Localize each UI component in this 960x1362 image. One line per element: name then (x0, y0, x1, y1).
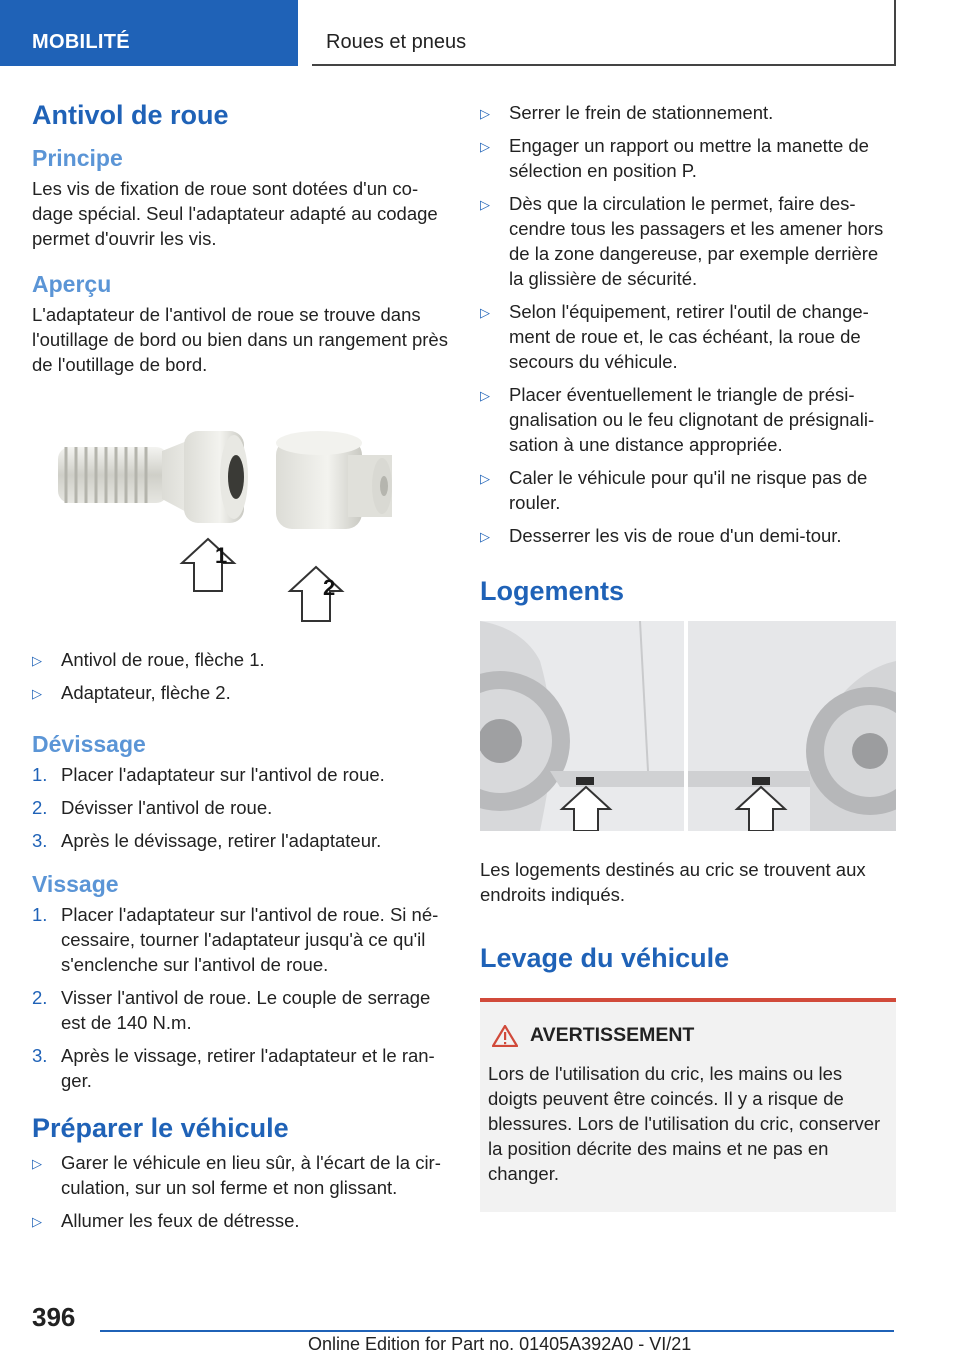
list-item: 2. Visser l'antivol de roue. Le couple de serrage est de 140 N.m. (32, 987, 431, 1033)
warning-title: AVERTISSEMENT (530, 1024, 695, 1046)
triangle-icon: ▷ (480, 106, 490, 121)
title-preparer: Préparer le véhicule (32, 1113, 289, 1143)
list-item: 1. Placer l'adaptateur sur l'antivol de roue. Si né- cessaire, tourner l'adaptateur jusqu'à ce qu'il s'enclenche sur l'antivol de roue. (32, 904, 439, 975)
preparation-steps (480, 100, 896, 548)
triangle-icon: ▷ (32, 653, 42, 668)
list-item: ▷ Placer éventuellement le triangle de prési- gnalisation ou le feu clignotant de présignali- sation à une distance appropriée. (480, 384, 875, 455)
text-logements: Les logements destinés au cric se trouvent aux endroits indiqués. (480, 859, 866, 905)
warning-header (492, 1024, 888, 1047)
triangle-icon: ▷ (480, 139, 490, 154)
figure-jack-points (480, 621, 896, 831)
bolt-thread (58, 447, 168, 503)
chapter-header (312, 0, 896, 66)
triangle-icon: ▷ (480, 388, 490, 403)
edition-info: Online Edition for Part no. 01405A392A0 - VI/21 (308, 1334, 692, 1354)
list-item: ▷ Antivol de roue, flèche 1. (32, 647, 448, 672)
list-item: 2. Dévisser l'antivol de roue. (32, 797, 273, 818)
triangle-icon: ▷ (32, 686, 42, 701)
preparer-list (32, 1150, 448, 1233)
section-label: MOBILITÉ (32, 31, 130, 53)
right-column (480, 100, 896, 1212)
list-item: ▷ Garer le véhicule en lieu sûr, à l'écart de la cir- culation, sur un sol ferme et non glissant. (32, 1152, 441, 1198)
warning-triangle-icon (492, 1025, 518, 1047)
warning-text: Lors de l'utilisation du cric, les mains ou les doigts peuvent être coincés. Il y a risque de blessures. Lors de l'utilisation du cric, conserver la position décrite des mains et ne pas en changer. (488, 1063, 881, 1184)
footer-divider (100, 1330, 894, 1332)
list-item: 3. Après le vissage, retirer l'adaptateur et le ran- ger. (32, 1045, 435, 1091)
chapter-label: Roues et pneus (326, 31, 467, 53)
list-item: ▷ Desserrer les vis de roue d'un demi-tour. (480, 523, 896, 548)
triangle-icon: ▷ (480, 305, 490, 320)
figure-wheel-lock (32, 395, 448, 635)
triangle-icon: ▷ (480, 197, 490, 212)
vissage-steps (32, 902, 448, 1093)
arrow-label-2: 2 (323, 575, 336, 600)
arrow-label-1: 1 (215, 543, 228, 568)
figure-legend (32, 647, 448, 705)
page-number: 396 (32, 1302, 76, 1332)
title-levage: Levage du véhicule (480, 943, 730, 973)
list-item: ▷ Selon l'équipement, retirer l'outil de change- ment de roue et, le cas échéant, la roue de secours du véhicule. (480, 301, 869, 372)
triangle-icon: ▷ (32, 1156, 42, 1171)
list-item: 1. Placer l'adaptateur sur l'antivol de roue. (32, 764, 385, 785)
heading-vissage: Vissage (32, 871, 119, 897)
section-tab (0, 0, 298, 66)
title-logements: Logements (480, 576, 625, 606)
triangle-icon: ▷ (480, 471, 490, 486)
jack-points-illustration (480, 621, 896, 831)
heading-devissage: Dévissage (32, 731, 146, 757)
list-item: ▷ Dès que la circulation le permet, faire des- cendre tous les passagers et les amener hors de la zone dangereuse, par exemple derrière la glissière de sécurité. (480, 193, 884, 289)
triangle-icon: ▷ (32, 1214, 42, 1229)
text-principe: Les vis de fixation de roue sont dotées d'un co- dage spécial. Seul l'adaptateur adapté au codage permet d'ouvrir les vis. (32, 178, 438, 249)
list-item: ▷ Caler le véhicule pour qu'il ne risque pas de rouler. (480, 467, 868, 513)
list-item: ▷ Engager un rapport ou mettre la manette de sélection en position P. (480, 135, 869, 181)
list-item: 3. Après le dévissage, retirer l'adaptateur. (32, 830, 382, 851)
triangle-icon: ▷ (480, 529, 490, 544)
list-item: ▷ Adaptateur, flèche 2. (32, 680, 448, 705)
heading-apercu: Aperçu (32, 271, 112, 297)
text-apercu: L'adaptateur de l'antivol de roue se trouve dans l'outillage de bord ou bien dans un rangement près de l'outillage de bord. (32, 304, 448, 375)
left-column (32, 100, 448, 1241)
devissage-steps (32, 762, 448, 853)
heading-principe: Principe (32, 145, 123, 171)
title-antivol: Antivol de roue (32, 100, 229, 130)
list-item: ▷ Serrer le frein de stationnement. (480, 100, 896, 125)
wheel-lock-illustration (32, 395, 448, 635)
list-item: ▷ Allumer les feux de détresse. (32, 1208, 448, 1233)
warning-box (480, 998, 896, 1212)
